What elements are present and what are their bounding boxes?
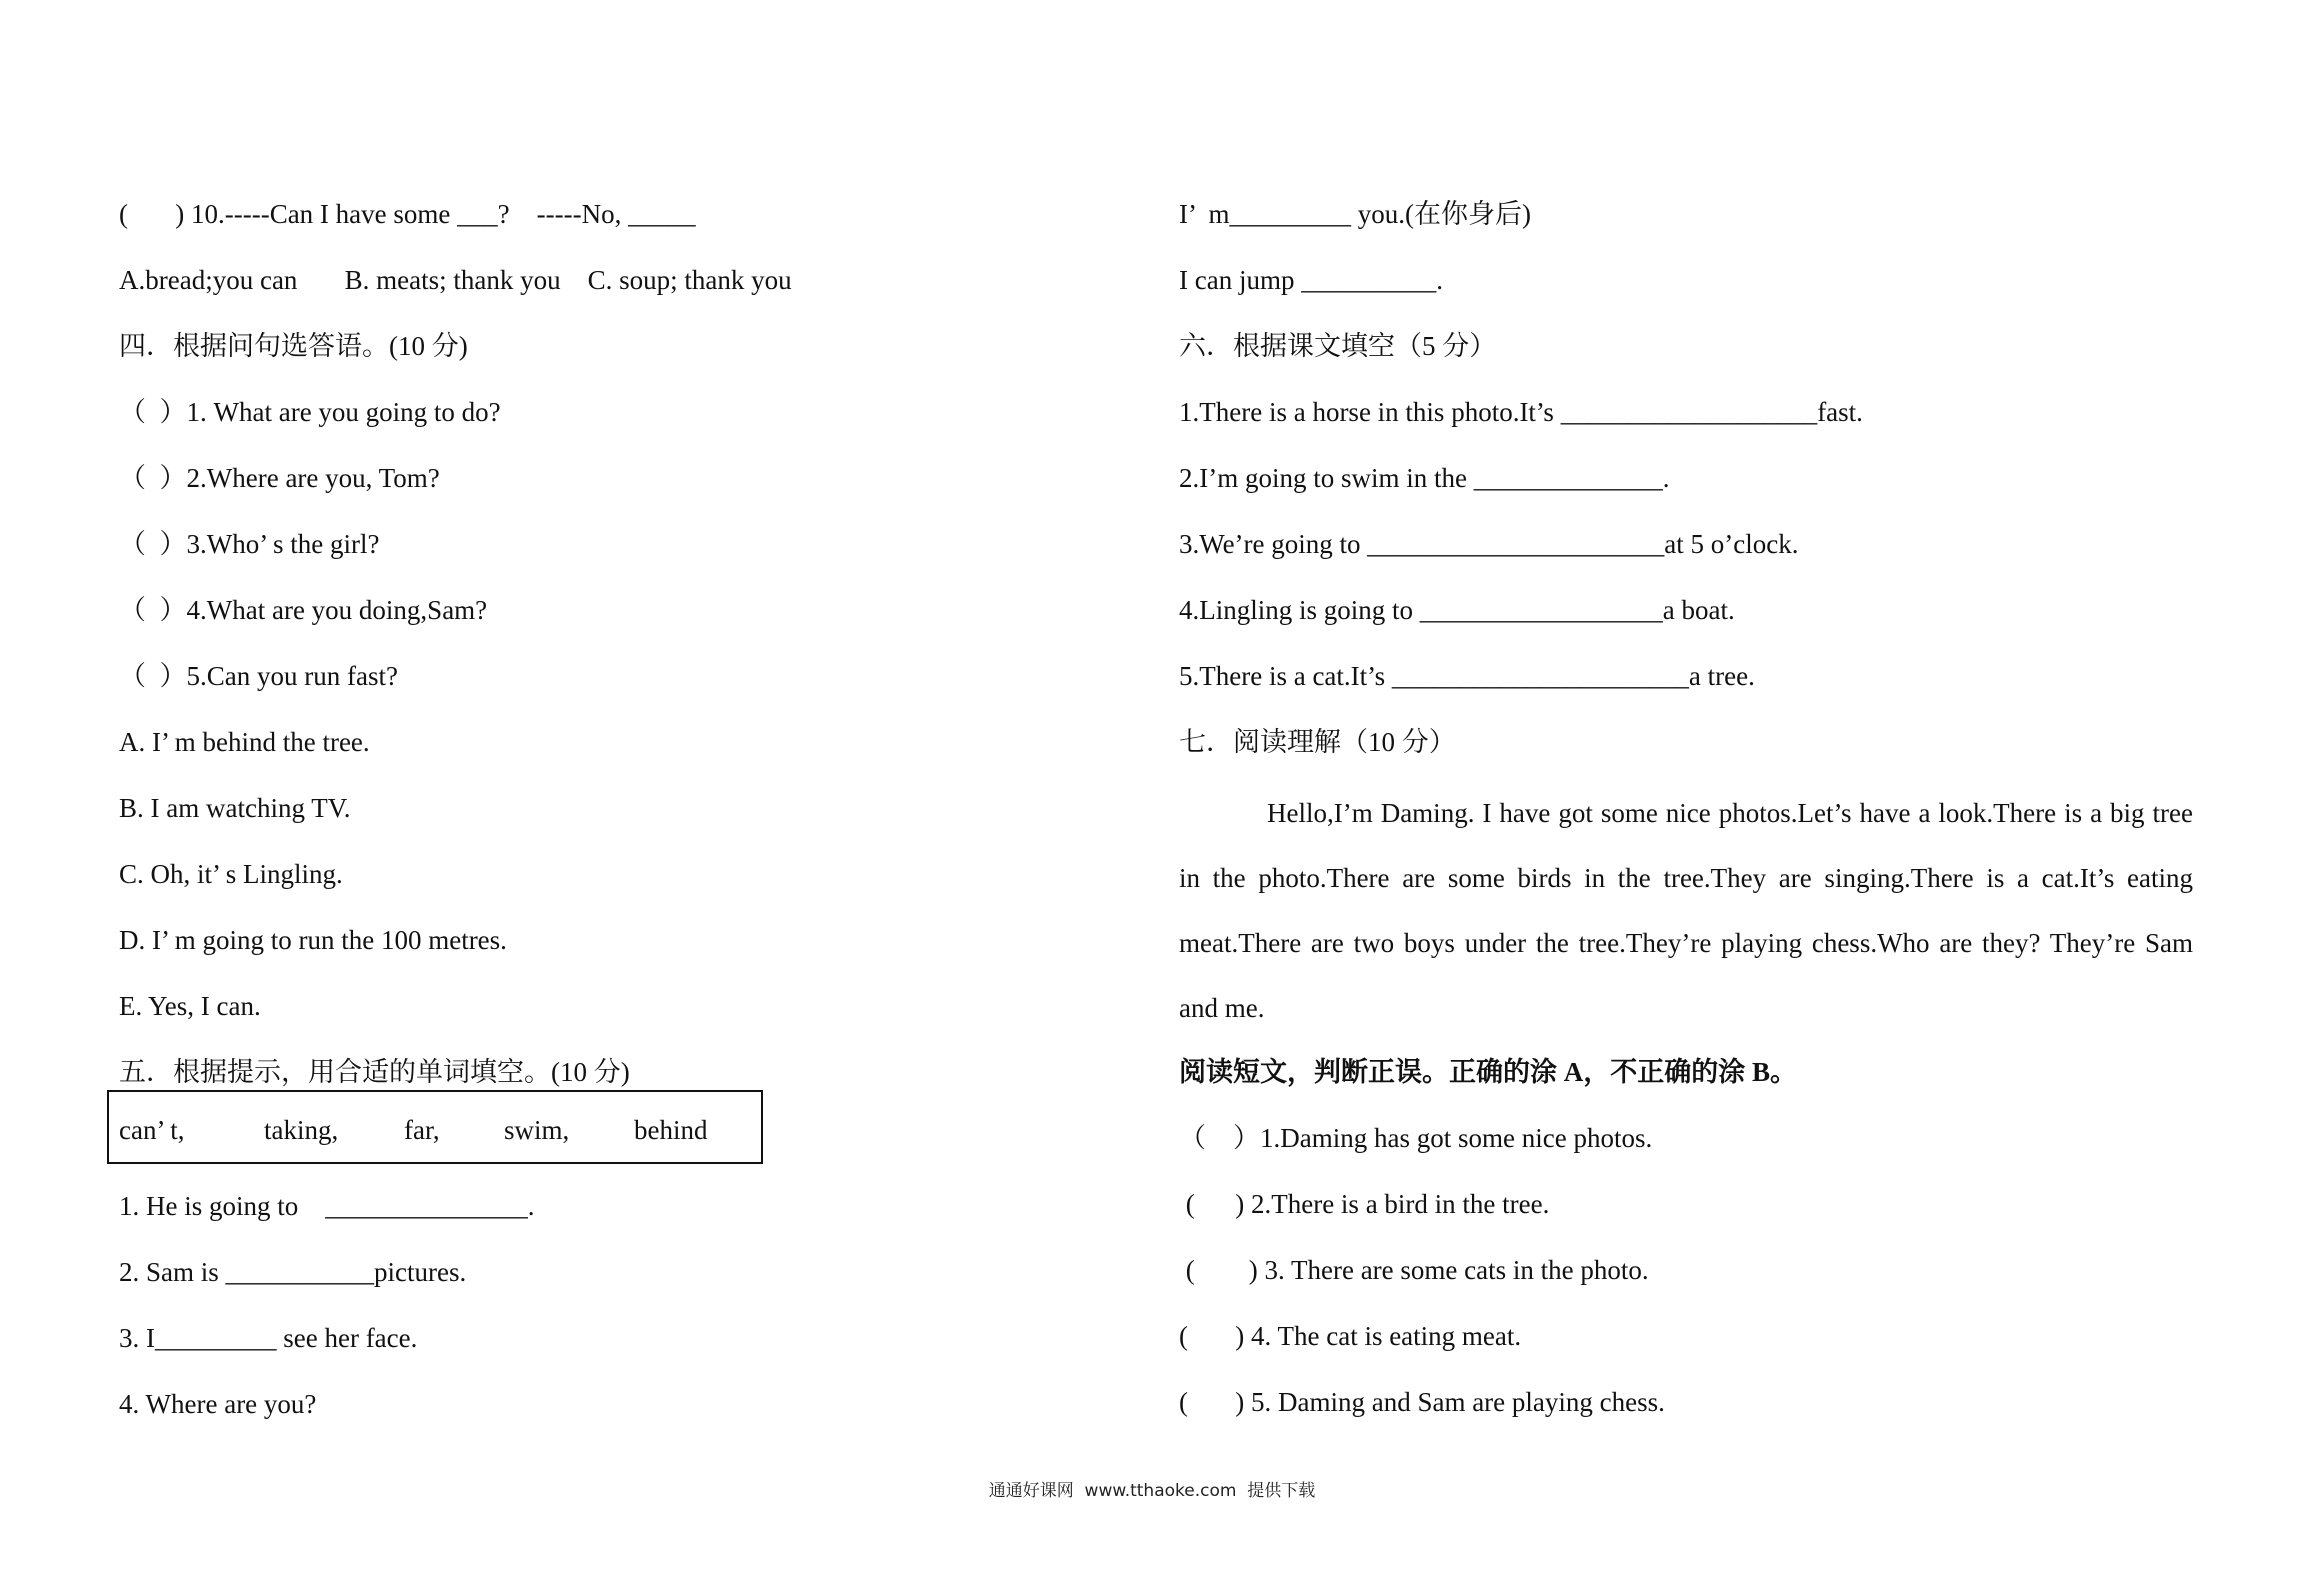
word-bank-item: can’ t, xyxy=(119,1115,185,1145)
word-bank-item: far, xyxy=(404,1115,440,1145)
section-6-item-2: 2.I’m going to swim in the ______________. xyxy=(1179,463,1670,493)
section-5-item-1: 1. He is going to _______________. xyxy=(119,1191,535,1221)
section-4-answer-c: C. Oh, it’ s Lingling. xyxy=(119,859,343,889)
section-4-question-5: （ ）5.Can you run fast? xyxy=(119,661,398,691)
section-4-answer-a: A. I’ m behind the tree. xyxy=(119,727,370,757)
section-5-item-2: 2. Sam is ___________pictures. xyxy=(119,1257,467,1287)
word-bank-item: taking, xyxy=(264,1115,339,1145)
section-5-item-5: I can jump __________. xyxy=(1179,265,1443,295)
word-bank-item: swim, xyxy=(504,1115,570,1145)
tf-item-1: （ ）1.Daming has got some nice photos. xyxy=(1179,1123,1653,1153)
section-5-item-4: 4. Where are you? xyxy=(119,1389,317,1419)
section-4-question-4: （ ）4.What are you doing,Sam? xyxy=(119,595,488,625)
section-4-answer-b: B. I am watching TV. xyxy=(119,793,351,823)
section-5-item-4-answer: I’ m_________ you.(在你身后) xyxy=(1179,199,1531,229)
section-4-question-1: （ ）1. What are you going to do? xyxy=(119,397,501,427)
section-6-item-4: 4.Lingling is going to __________________a boat. xyxy=(1179,595,1735,625)
section-6-item-3: 3.We’re going to ______________________at 5 o’clock. xyxy=(1179,529,1799,559)
tf-item-4: ( ) 4. The cat is eating meat. xyxy=(1179,1321,1522,1351)
word-bank-box xyxy=(107,1090,763,1164)
section-4-question-3: （ ）3.Who’ s the girl? xyxy=(119,529,380,559)
tf-item-5: ( ) 5. Daming and Sam are playing chess. xyxy=(1179,1387,1665,1417)
section-5-item-3: 3. I_________ see her face. xyxy=(119,1323,418,1353)
tf-item-3: ( ) 3. There are some cats in the photo. xyxy=(1179,1255,1649,1285)
page-footer: 通通好课网 www.tthaoke.com 提供下载 xyxy=(988,1481,1316,1501)
reading-instruction: 阅读短文，判断正误。正确的涂 A，不正确的涂 B。 xyxy=(1179,1057,1798,1087)
section-5-title: 五．根据提示，用合适的单词填空。(10 分) xyxy=(119,1057,630,1087)
section-4-answer-d: D. I’ m going to run the 100 metres. xyxy=(119,925,507,955)
section-6-title: 六．根据课文填空（5 分） xyxy=(1179,331,1497,361)
question-10-options: A.bread;you can B. meats; thank you C. soup; thank you xyxy=(119,265,792,295)
section-6-item-1: 1.There is a horse in this photo.It’s ___________________fast. xyxy=(1179,397,1863,427)
section-4-question-2: （ ）2.Where are you, Tom? xyxy=(119,463,440,493)
section-7-title: 七．阅读理解（10 分） xyxy=(1179,727,1456,757)
section-4-answer-e: E. Yes, I can. xyxy=(119,991,261,1021)
reading-passage: Hello,I’m Daming. I have got some nice photos.Let’s have a look.There is a big tree in the photo.There are some birds in the tree.They are singing.There is a cat.It’s eating meat.There are two boys under the tree.They’re playing chess.Who are they? They’re Sam and me. xyxy=(1179,798,2193,1023)
section-4-title: 四．根据问句选答语。(10 分) xyxy=(119,331,468,361)
tf-item-2: ( ) 2.There is a bird in the tree. xyxy=(1179,1189,1550,1219)
section-6-item-5: 5.There is a cat.It’s ______________________a tree. xyxy=(1179,661,1755,691)
word-bank-item: behind xyxy=(634,1115,708,1145)
question-10: ( ) 10.-----Can I have some ___? -----No, _____ xyxy=(119,199,696,229)
